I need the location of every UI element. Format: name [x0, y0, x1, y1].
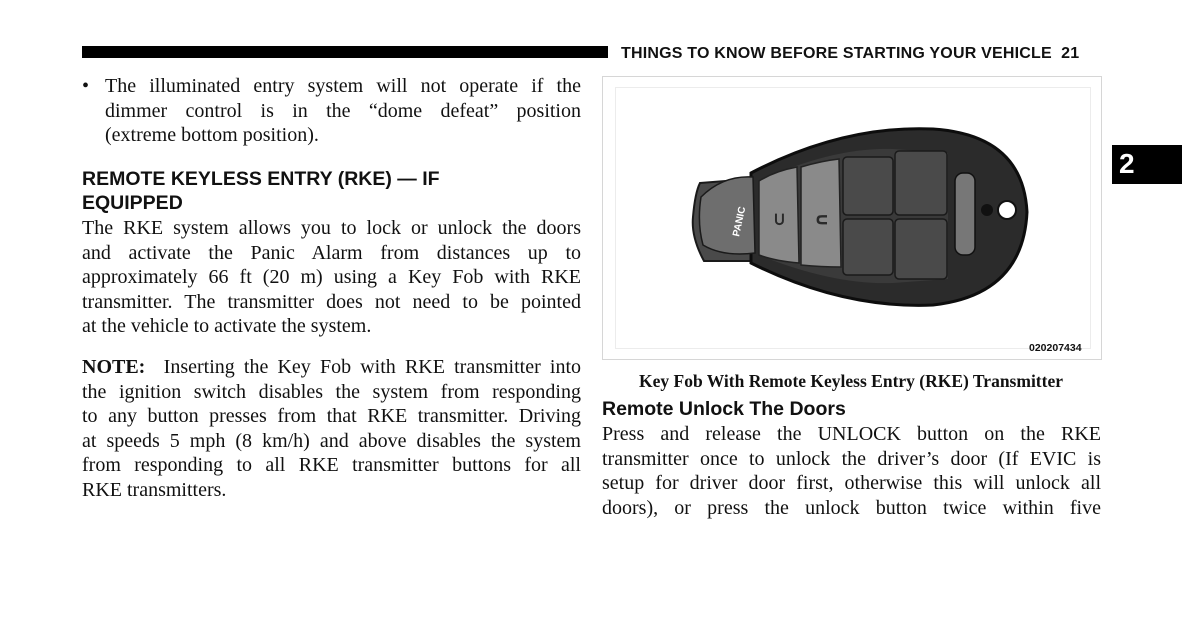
text-line — [82, 355, 581, 380]
bullet-text — [105, 74, 581, 148]
text-line: transmitter. The transmitter does not need to be pointed — [82, 290, 581, 313]
fob-button-upper-right — [895, 151, 947, 215]
key-ring-hole — [998, 201, 1016, 219]
lock-icon: ⊂ — [769, 211, 790, 227]
text-line: (extreme bottom position). — [105, 124, 319, 147]
figure-code: 020207434 — [1029, 342, 1082, 354]
text-line: setup for driver door first, otherwise this will unlock all — [602, 472, 1101, 495]
text-line: at speeds 5 mph (8 km/h) and above disables the system — [82, 429, 581, 452]
text-line: dimmer control is in the “dome defeat” position — [105, 99, 581, 122]
section-heading-rke — [82, 167, 581, 215]
fob-key-slider — [955, 173, 975, 255]
chapter-number: 2 — [1119, 148, 1135, 179]
bullet-symbol: • — [82, 75, 90, 97]
chapter-tab — [1112, 145, 1182, 184]
header-rule — [82, 46, 608, 58]
section-heading-remote-unlock: Remote Unlock The Doors — [602, 398, 846, 420]
text-line: and activate the Panic Alarm from distances up to — [82, 241, 581, 264]
text-line: to any button presses from that RKE transmitter. Driving — [82, 405, 581, 428]
note-paragraph — [82, 355, 581, 503]
text-line: RKE transmitters. — [82, 478, 227, 501]
running-header — [621, 45, 1079, 63]
unlock-paragraph — [602, 422, 1101, 520]
text-line: doors), or press the unlock button twice within five — [602, 496, 1101, 519]
note-label: NOTE: — [82, 356, 146, 378]
text-line: from responding to all RKE transmitter buttons for all — [82, 454, 581, 477]
fob-button-lower-right — [895, 219, 947, 279]
text-line: Press and release the UNLOCK button on the RKE — [602, 423, 1101, 445]
key-fob-figure — [602, 76, 1102, 360]
text-line: the ignition switch disables the system from responding — [82, 380, 581, 403]
text-line: The RKE system allows you to lock or unlock the doors — [82, 217, 581, 239]
figure-caption: Key Fob With Remote Keyless Entry (RKE) Transmitter — [639, 371, 1063, 391]
panic-label: PANIC — [731, 205, 749, 238]
heading-line: EQUIPPED — [82, 192, 183, 214]
rke-paragraph — [82, 216, 581, 339]
text-line: at the vehicle to activate the system. — [82, 315, 372, 338]
unlock-icon: ∩ — [811, 212, 832, 227]
text-line: transmitter once to unlock the driver’s door (If EVIC is — [602, 447, 1101, 470]
fob-button-lower-left — [843, 219, 893, 275]
header-section-title: THINGS TO KNOW BEFORE STARTING YOUR VEHICLE — [621, 45, 1052, 62]
key-fob-illustration — [603, 77, 1101, 359]
heading-line: REMOTE KEYLESS ENTRY (RKE) — IF — [82, 168, 440, 190]
fob-led — [981, 204, 993, 216]
page-number: 21 — [1061, 45, 1080, 62]
text-line: approximately 66 ft (20 m) using a Key Fob with RKE — [82, 266, 581, 289]
text-line: The illuminated entry system will not operate if the — [105, 75, 581, 97]
fob-button-upper-left — [843, 157, 893, 215]
note-first-line: Inserting the Key Fob with RKE transmitter into — [163, 356, 581, 378]
